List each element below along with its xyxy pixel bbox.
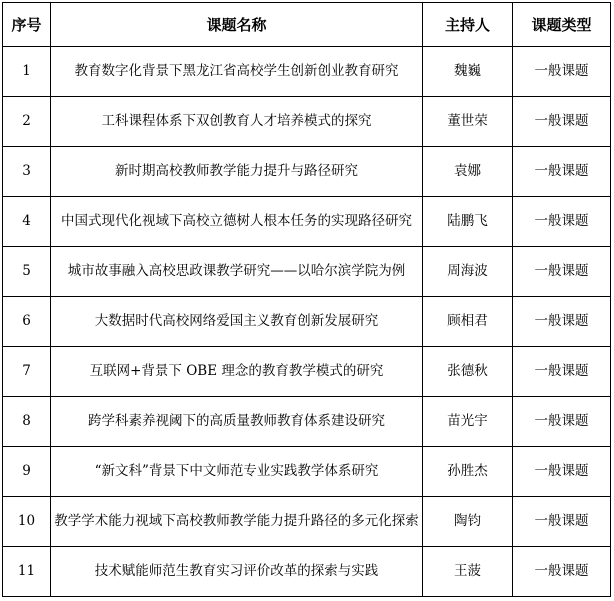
table-row xyxy=(3,497,611,547)
projects-table xyxy=(2,2,611,597)
header-title: 课题名称 xyxy=(51,3,423,47)
table-row xyxy=(3,397,611,447)
table-row xyxy=(3,547,611,597)
row-title: 大数据时代高校网络爱国主义教育创新发展研究 xyxy=(51,297,423,347)
row-type: 一般课题 xyxy=(513,397,611,447)
row-title: 教育数字化背景下黑龙江省高校学生创新创业教育研究 xyxy=(51,47,423,97)
row-no: 3 xyxy=(3,147,51,197)
row-no: 10 xyxy=(3,497,51,547)
row-type: 一般课题 xyxy=(513,47,611,97)
table-row xyxy=(3,147,611,197)
row-title: 技术赋能师范生教育实习评价改革的探索与实践 xyxy=(51,547,423,597)
row-type: 一般课题 xyxy=(513,547,611,597)
row-title: 跨学科素养视阈下的高质量教师教育体系建设研究 xyxy=(51,397,423,447)
row-no: 6 xyxy=(3,297,51,347)
row-host: 周海波 xyxy=(423,247,513,297)
row-type: 一般课题 xyxy=(513,197,611,247)
row-host: 张德秋 xyxy=(423,347,513,397)
table-row xyxy=(3,247,611,297)
row-type: 一般课题 xyxy=(513,497,611,547)
row-title: 城市故事融入高校思政课教学研究——以哈尔滨学院为例 xyxy=(51,247,423,297)
table-row xyxy=(3,347,611,397)
row-no: 4 xyxy=(3,197,51,247)
row-title: 教学学术能力视域下高校教师教学能力提升路径的多元化探索 xyxy=(51,497,423,547)
row-title: “新文科”背景下中文师范专业实践教学体系研究 xyxy=(51,447,423,497)
row-host: 孙胜杰 xyxy=(423,447,513,497)
table-row xyxy=(3,197,611,247)
header-no: 序号 xyxy=(3,3,51,47)
row-type: 一般课题 xyxy=(513,347,611,397)
row-no: 8 xyxy=(3,397,51,447)
table-row xyxy=(3,297,611,347)
table-row xyxy=(3,97,611,147)
row-no: 7 xyxy=(3,347,51,397)
row-no: 9 xyxy=(3,447,51,497)
row-no: 11 xyxy=(3,547,51,597)
row-type: 一般课题 xyxy=(513,97,611,147)
row-host: 陆鹏飞 xyxy=(423,197,513,247)
row-type: 一般课题 xyxy=(513,297,611,347)
row-type: 一般课题 xyxy=(513,247,611,297)
row-host: 王菠 xyxy=(423,547,513,597)
row-host: 袁娜 xyxy=(423,147,513,197)
row-host: 陶钧 xyxy=(423,497,513,547)
table-row xyxy=(3,447,611,497)
header-row xyxy=(3,3,611,47)
row-host: 董世荣 xyxy=(423,97,513,147)
row-title: 新时期高校教师教学能力提升与路径研究 xyxy=(51,147,423,197)
row-host: 魏巍 xyxy=(423,47,513,97)
row-host: 顾相君 xyxy=(423,297,513,347)
row-title: 互联网+背景下 OBE 理念的教育教学模式的研究 xyxy=(51,347,423,397)
row-type: 一般课题 xyxy=(513,447,611,497)
row-type: 一般课题 xyxy=(513,147,611,197)
table-row xyxy=(3,47,611,97)
row-no: 5 xyxy=(3,247,51,297)
row-no: 2 xyxy=(3,97,51,147)
row-title: 工科课程体系下双创教育人才培养模式的探究 xyxy=(51,97,423,147)
header-host: 主持人 xyxy=(423,3,513,47)
header-type: 课题类型 xyxy=(513,3,611,47)
row-host: 苗光宇 xyxy=(423,397,513,447)
row-no: 1 xyxy=(3,47,51,97)
row-title: 中国式现代化视域下高校立德树人根本任务的实现路径研究 xyxy=(51,197,423,247)
